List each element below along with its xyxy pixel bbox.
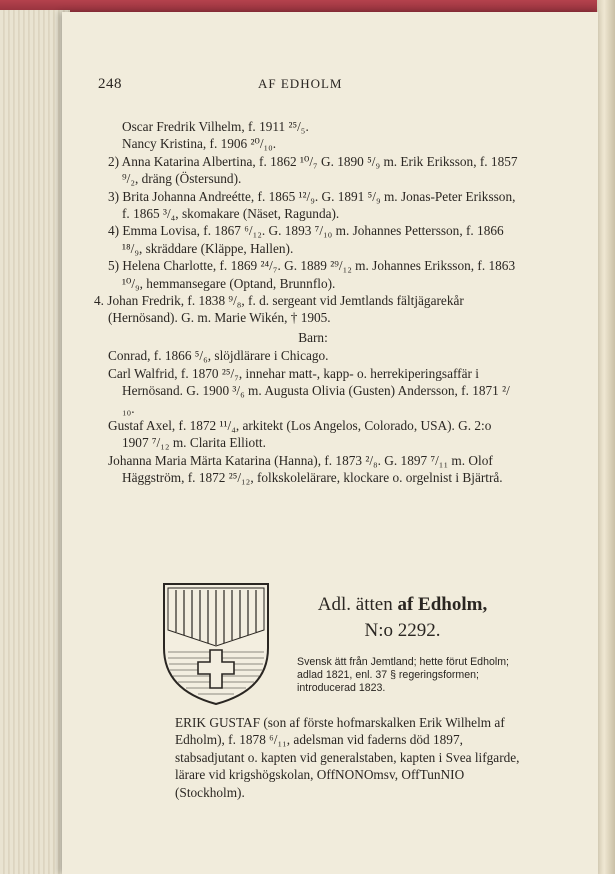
page-number: 248 — [98, 76, 122, 92]
page-header — [98, 76, 498, 98]
bottom-entry: ERIK GUSTAF (son af förste hofmarskalken Erik Wilhelm af Edholm), f. 1878 ⁶/₁₁, adelsman vid faderns död 1897, stabsadjutant o. kapten vid generalstaben, kapten i Svea lifgarde, lärare vid krigshögskolan, OffNONOmsv, OffTunNIO (Stockholm). — [175, 715, 520, 800]
page-stack — [0, 10, 70, 874]
family-number: N:o 2292. — [364, 620, 441, 641]
entry-line: Oscar Fredrik Vilhelm, f. 1911 ²⁵/₅. — [122, 119, 309, 134]
entry-line: Gustaf Axel, f. 1872 ¹¹/₄, arkitekt (Los Angelos, Colorado, USA). G. 2:o 1907 ⁷/₁₂ m. Clarita Elliott. — [108, 417, 492, 451]
entry-line: 5) Helena Charlotte, f. 1869 ²⁴/₇. G. 1889 ²⁹/₁₂ m. Johannes Eriksson, f. 1863 ¹⁰/₉, hemmansegare (Optand, Brunnflo). — [108, 258, 516, 291]
coat-of-arms-icon — [160, 578, 272, 708]
entry-line: 4) Emma Lovisa, f. 1867 ⁶/₁₂. G. 1893 ⁷/₁₀ m. Johannes Pettersson, f. 1866 ¹⁸/₉, skräddare (Kläppe, Hallen). — [108, 223, 504, 256]
entry-line: 2) Anna Katarina Albertina, f. 1862 ¹⁰/₇ G. 1890 ⁵/₉ m. Erik Eriksson, f. 1857 ⁹/₂, dräng (Östersund). — [108, 153, 518, 187]
entry-line: 4. Johan Fredrik, f. 1838 ⁹/₈, f. d. sergeant vid Jemtlands fältjägarekår (Hernösand). G. m. Marie Wikén, † 1905. — [94, 293, 464, 326]
running-title: AF EDHOLM — [258, 76, 343, 91]
family-note: Svensk ätt från Jemtland; hette förut Edholm; adlad 1821, enl. 37 § regeringsformen; introducerad 1823. — [297, 656, 509, 695]
family-title-name: af Edholm, — [397, 594, 488, 615]
entry-line: Conrad, f. 1866 ⁵/₆, slöjdlärare i Chicago. — [108, 348, 329, 364]
entry-line: Carl Walfrid, f. 1870 ²⁵/₇, innehar matt-, kapp- o. herrekiperingsaffär i Hernösand. G. 1900 ³/₆ m. Augusta Olivia (Gusten) Andersson, f. 1871 ²/₁₀. — [108, 365, 510, 416]
family-title-prefix: Adl. ätten — [317, 594, 398, 615]
entry-line: 3) Brita Johanna Andreétte, f. 1865 ¹²/₉. G. 1891 ⁵/₉ m. Jonas-Peter Eriksson, f. 1865 ³/₄, skomakare (Näset, Ragunda). — [108, 188, 516, 222]
children-heading: Barn: — [298, 329, 328, 345]
book-binding — [597, 0, 615, 874]
genealogy-text — [94, 118, 518, 487]
entry-line: Johanna Maria Märta Katarina (Hanna), f. 1873 ²/₈. G. 1897 ⁷/₁₁ m. Olof Häggström, f. 1872 ²⁵/₁₂, folkskolelärare, klockare o. orgelnist i Bjärtrå. — [108, 452, 503, 486]
entry-line: Nancy Kristina, f. 1906 ²⁰/₁₀. — [122, 136, 277, 152]
family-title — [280, 592, 525, 644]
